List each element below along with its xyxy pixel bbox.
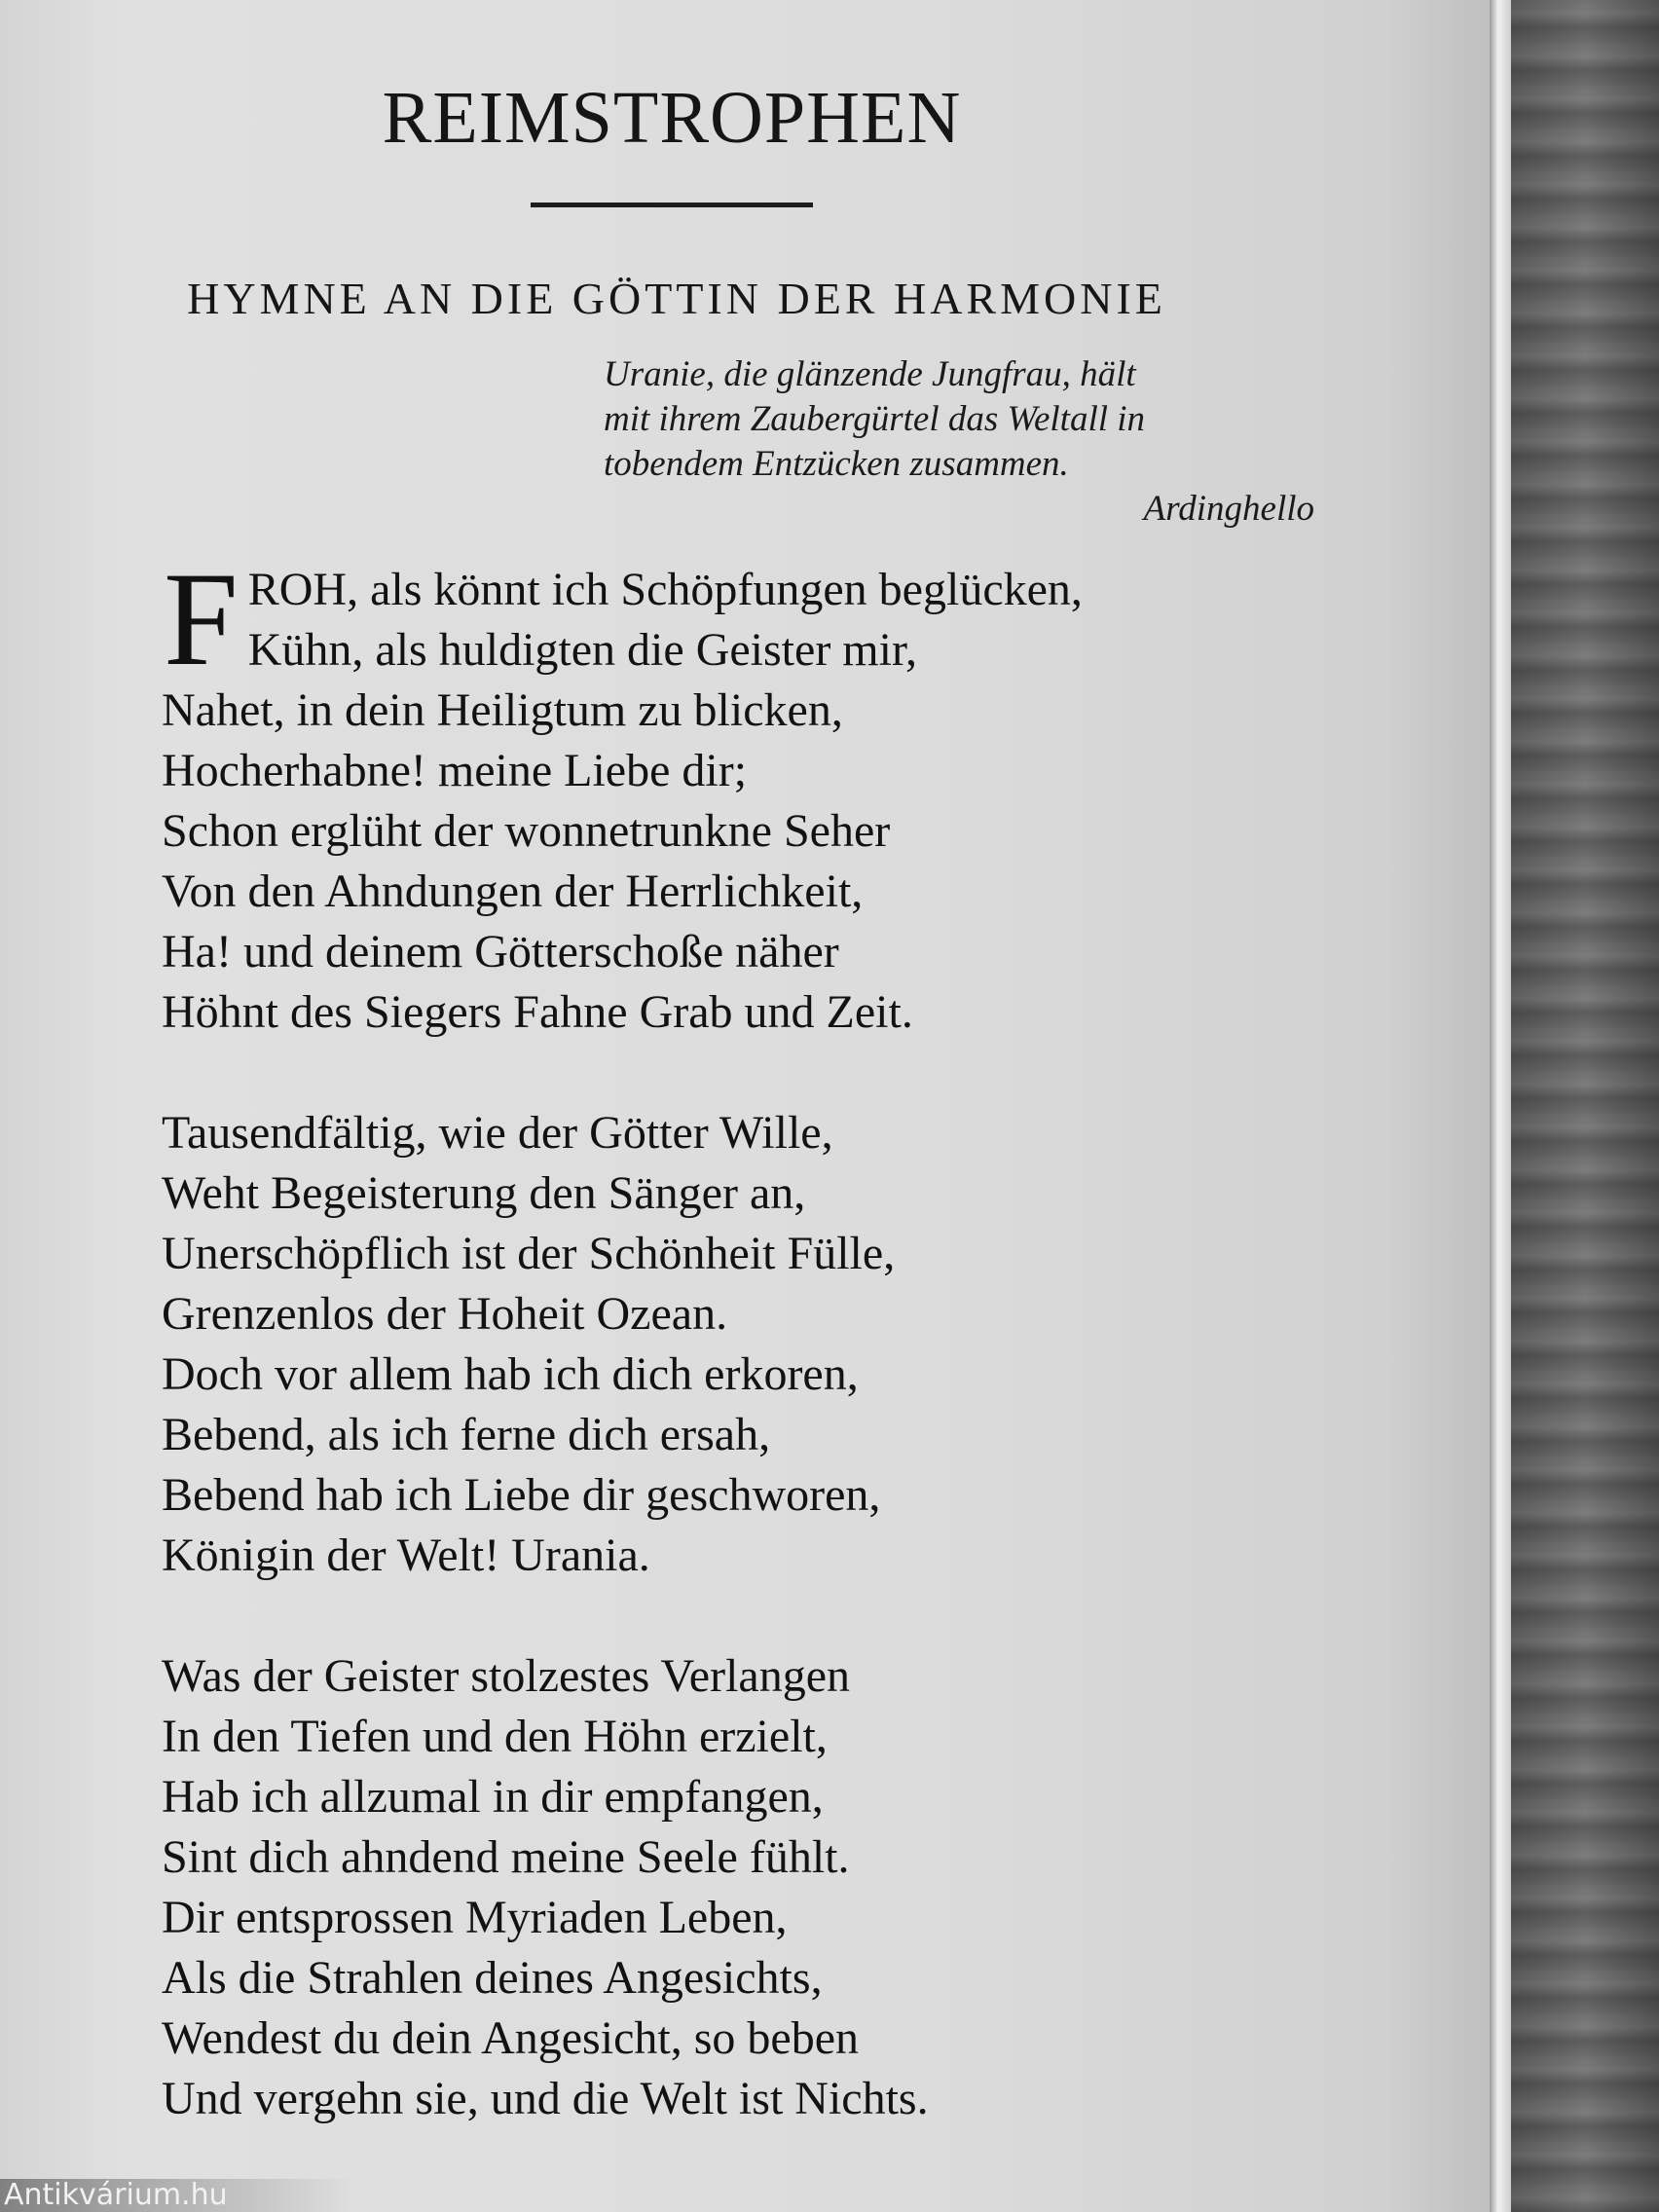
verse-line: Hocherhabne! meine Liebe dir; [162,745,748,796]
verse-line: In den Tiefen und den Höhn erzielt, [162,1711,828,1762]
verse-line: Sint dich ahndend meine Seele fühlt. [162,1831,850,1883]
verse-line: Von den Ahndungen der Herrlichkeit, [162,866,864,917]
verse-line: Königin der Welt! Urania. [162,1530,650,1581]
epigraph [604,352,1314,532]
verse-line: Grenzenlos der Hoheit Ozean. [162,1288,728,1340]
page-edge [1490,0,1511,2212]
stanza-1 [162,544,1330,1043]
verse-line: Schon erglüht der wonnetrunkne Seher [162,805,891,857]
verse-line: Hab ich allzumal in dir empfangen, [162,1771,824,1823]
epigraph-line: tobendem Entzücken zusammen. [604,444,1069,484]
verse-line: Als die Strahlen deines Angesichts, [162,1952,823,2004]
epigraph-line: Uranie, die glänzende Jungfrau, hält [604,354,1136,394]
verse-line: Wendest du dein Angesicht, so beben [162,2012,859,2064]
verse-line: Weht Begeisterung den Sänger an, [162,1167,806,1219]
verse-line: Tausendfältig, wie der Götter Wille, [162,1107,833,1159]
verse-line: Doch vor allem hab ich dich erkoren, [162,1348,859,1400]
verse-line: Bebend, als ich ferne dich ersah, [162,1409,771,1460]
verse-line: ROH, als könnt ich Schöpfungen beglücken, [247,564,1083,615]
verse-line: Was der Geister stolzestes Verlangen [162,1650,851,1702]
verse-line: Und vergehn sie, und die Welt ist Nichts. [162,2073,929,2124]
verse-line: Höhnt des Siegers Fahne Grab und Zeit. [162,986,913,1038]
drop-cap: F [164,544,239,693]
page-title: REIMSTROPHEN [382,77,962,159]
book-spine-backdrop [1511,0,1659,2212]
verse-line: Bebend hab ich Liebe dir geschworen, [162,1469,881,1521]
verse-line: Ha! und deinem Götterschoße näher [162,926,839,977]
title-rule [531,203,813,207]
stanza-3 [162,1646,1330,2129]
verse-line: Nahet, in dein Heiligtum zu blicken, [162,684,843,736]
verse-line: Unerschöpflich ist der Schönheit Fülle, [162,1228,896,1279]
stanza-2 [162,1103,1330,1586]
epigraph-line: mit ihrem Zaubergürtel das Weltall in [604,399,1146,439]
watermark: Antikvárium.hu [0,2179,354,2212]
poem-subtitle: HYMNE AN DIE GÖTTIN DER HARMONIE [187,274,1166,323]
verse-line: Kühn, als huldigten die Geister mir, [247,624,918,676]
verse-line: Dir entsprossen Myriaden Leben, [162,1892,788,1943]
epigraph-author: Ardinghello [1143,489,1314,529]
poem-body [162,544,1330,2190]
